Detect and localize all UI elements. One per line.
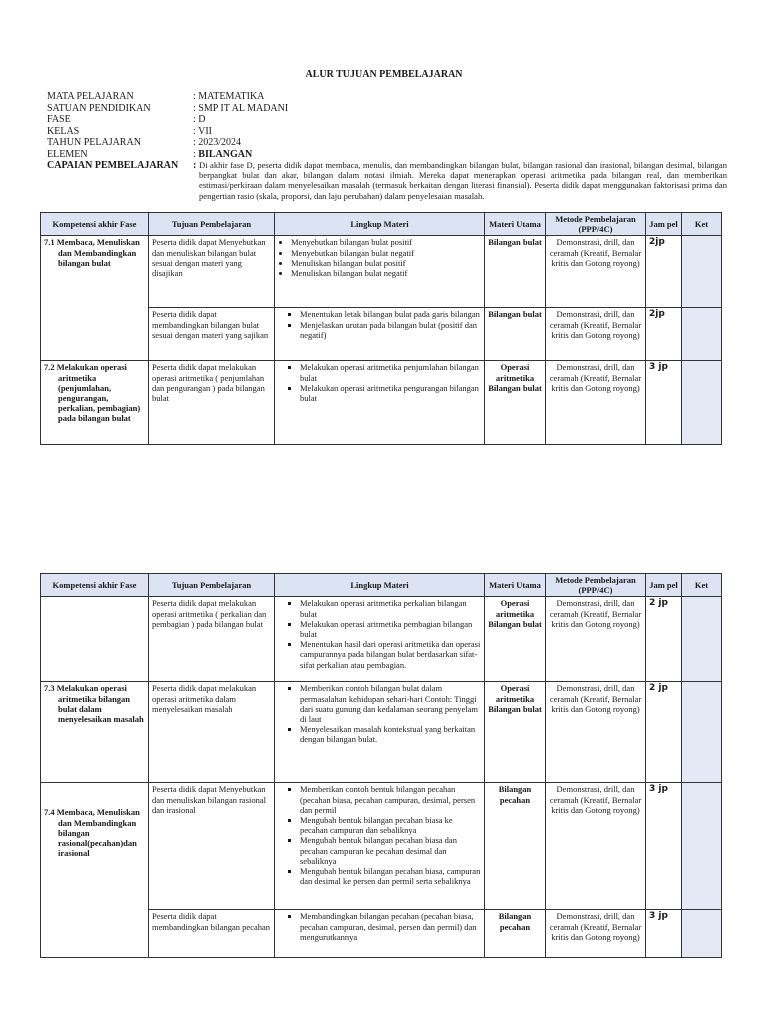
jam-cell: 3 jp — [646, 361, 682, 445]
lingkup-item: ▪ Menjelaskan urutan pada bilangan bulat (positif dan negatif) — [300, 320, 481, 340]
meta-value: : MATEMATIKA — [193, 91, 265, 102]
metode-cell: Demonstrasi, drill, dan ceramah (Kreatif, Bernalar kritis dan Gotong royong) — [546, 597, 646, 682]
header-jam: Jam pel — [646, 213, 682, 236]
materi-cell: Bilangan pecahan — [485, 783, 546, 910]
lingkup-cell — [275, 308, 485, 361]
meta-row-mata-pelajaran — [47, 91, 727, 103]
table-row — [41, 236, 722, 308]
header-metode: Metode Pembelajaran (PPP/4C) — [546, 213, 646, 236]
kompetensi-cell — [41, 361, 149, 445]
header-ket: Ket — [682, 213, 722, 236]
lingkup-item: ▪ Membandingkan bilangan pecahan (pecahan biasa, pecahan campuran, desimal, persen dan permil) dan mengurutkannya — [300, 911, 481, 942]
kompetensi-cell — [41, 783, 149, 958]
lingkup-item: • Menuliskan bilangan bulat positif — [291, 258, 481, 268]
jam-cell: 2 jp — [646, 682, 682, 783]
table-row — [41, 783, 722, 910]
jam-cell: 3 jp — [646, 783, 682, 910]
lingkup-item: ▪ Menentukan letak bilangan bulat pada garis bilangan — [300, 309, 481, 319]
header-kompetensi: Kompetensi akhir Fase — [41, 574, 149, 597]
jam-cell: 2jp — [646, 236, 682, 308]
lingkup-list — [278, 683, 481, 744]
metode-cell: Demonstrasi, drill, dan ceramah (Kreatif, Bernalar kritis dan Gotong royong) — [546, 236, 646, 308]
table-row — [41, 682, 722, 783]
meta-row-fase — [47, 114, 727, 126]
lingkup-list — [278, 784, 481, 886]
header-lingkup: Lingkup Materi — [275, 213, 485, 236]
lingkup-item: ▪ Memberikan contoh bilangan bulat dalam permasalahan kehidupan sehari-hari Contoh: Tinggi dari suatu gunung dan kedalaman seorang penyelam di laut — [300, 683, 481, 724]
meta-value: : SMP IT AL MADANI — [193, 102, 289, 114]
materi-cell: Bilangan bulat — [485, 236, 546, 308]
atp-table-2 — [40, 573, 722, 958]
kompetensi-text: 7.4 Membaca, Menuliskan dan Membandingkan bilangan rasional(pecahan)dan irasional — [44, 807, 140, 859]
lingkup-list — [278, 598, 481, 669]
lingkup-list — [278, 237, 481, 278]
meta-label: KELAS — [47, 125, 80, 137]
kompetensi-cell — [41, 682, 149, 783]
header-kompetensi: Kompetensi akhir Fase — [41, 213, 149, 236]
kompetensi-text: 7.3 Melakukan operasi aritmetika bilangan bulat dalam menyelesaikan masalah — [44, 683, 144, 725]
table-header-row — [41, 574, 722, 597]
document-title: ALUR TUJUAN PEMBELAJARAN — [305, 69, 463, 80]
lingkup-item: ▪ Melakukan operasi aritmetika pembagian bilangan bulat — [300, 619, 481, 639]
materi-cell: Operasi aritmetika Bilangan bulat — [485, 597, 546, 682]
kompetensi-text: 7.1 Membaca, Menuliskan dan Membandingkan bilangan bulat — [44, 237, 140, 268]
lingkup-cell — [275, 783, 485, 910]
materi-cell: Operasi aritmetika Bilangan bulat — [485, 361, 546, 445]
tujuan-cell: Peserta didik dapat Menyebutkan dan menuliskan bilangan rasional dan irasional — [149, 783, 275, 910]
metode-cell: Demonstrasi, drill, dan ceramah (Kreatif, Bernalar kritis dan Gotong royong) — [546, 910, 646, 958]
ket-cell — [682, 682, 722, 783]
kompetensi-text: 7.2 Melakukan operasi aritmetika (penjumlahan, pengurangan, perkalian, pembagian) pada bilangan bulat — [44, 362, 141, 424]
lingkup-item: ▪ Mengubah bentuk bilangan pecahan biasa dan pecahan campuran ke pecahan desimal dan sebaliknya — [300, 835, 481, 866]
jam-cell: 3 jp — [646, 910, 682, 958]
elemen-colon: : — [193, 148, 199, 160]
meta-row-satuan-pendidikan — [47, 103, 727, 115]
elemen-value: BILANGAN — [198, 148, 253, 160]
lingkup-item: ▪ Melakukan operasi aritmetika penjumlahan bilangan bulat — [300, 362, 481, 382]
meta-value — [193, 149, 727, 161]
header-tujuan: Tujuan Pembelajaran — [149, 213, 275, 236]
lingkup-list — [278, 362, 481, 403]
tujuan-cell: Peserta didik dapat melakukan operasi aritmetika ( penjumlahan dan pengurangan ) pada bilangan bulat — [149, 361, 275, 445]
lingkup-item: • Menuliskan bilangan bulat negatif — [291, 268, 481, 278]
kompetensi-cell — [41, 236, 149, 361]
jam-cell: 2 jp — [646, 597, 682, 682]
lingkup-list — [278, 309, 481, 340]
materi-cell: Operasi aritmetika Bilangan bulat — [485, 682, 546, 783]
meta-row-capaian — [47, 160, 727, 201]
lingkup-item: ▪ Mengubah bentuk bilangan pecahan biasa, campuran dan desimal ke persen dan permil serta sebaliknya — [300, 866, 481, 886]
lingkup-cell — [275, 910, 485, 958]
header-metode: Metode Pembelajaran (PPP/4C) — [546, 574, 646, 597]
lingkup-item: ▪ Melakukan operasi aritmetika pengurangan bilangan bulat — [300, 383, 481, 403]
lingkup-cell — [275, 597, 485, 682]
meta-row-tahun-pelajaran — [47, 137, 727, 149]
meta-label: FASE — [47, 114, 71, 125]
lingkup-item: ▪ Menentukan hasil dari operasi aritmetika dan operasi campurannya pada bilangan bulat berdasarkan sifat-sifat perkalian atau pembagian. — [300, 639, 481, 670]
lingkup-item: ▪ Melakukan operasi aritmetika perkalian bilangan bulat — [300, 598, 481, 618]
lingkup-list — [278, 911, 481, 942]
meta-label: TAHUN PELAJARAN — [47, 137, 141, 148]
header-jam: Jam pel — [646, 574, 682, 597]
meta-label: CAPAIAN PEMBELAJARAN — [47, 160, 179, 171]
table-header-row — [41, 213, 722, 236]
ket-cell — [682, 361, 722, 445]
metode-cell: Demonstrasi, drill, dan ceramah (Kreatif, Bernalar kritis dan Gotong royong) — [546, 361, 646, 445]
header-tujuan: Tujuan Pembelajaran — [149, 574, 275, 597]
header-materi: Materi Utama — [485, 574, 546, 597]
materi-cell: Bilangan pecahan — [485, 910, 546, 958]
meta-label: ELEMEN — [47, 148, 88, 160]
ket-cell — [682, 308, 722, 361]
lingkup-item: • Menyebutkan bilangan bulat negatif — [291, 248, 481, 258]
meta-value: : D — [193, 114, 206, 125]
ket-cell — [682, 910, 722, 958]
tujuan-cell: Peserta didik dapat melakukan operasi aritmetika dalam menyelesaikan masalah — [149, 682, 275, 783]
header-materi: Materi Utama — [485, 213, 546, 236]
capaian-colon: : — [193, 160, 197, 171]
lingkup-cell — [275, 236, 485, 308]
meta-label: SATUAN PENDIDIKAN — [47, 102, 151, 114]
lingkup-item: ▪ Memberikan contoh bentuk bilangan pecahan (pecahan biasa, pecahan campuran, desimal, persen dan permil — [300, 784, 481, 815]
meta-row-elemen — [47, 149, 727, 161]
identity-block — [47, 91, 727, 201]
meta-label: MATA PELAJARAN — [47, 91, 134, 102]
ket-cell — [682, 783, 722, 910]
kompetensi-cell — [41, 597, 149, 682]
tujuan-cell: Peserta didik dapat melakukan operasi aritmetika ( perkalian dan pembagian ) pada bilangan bulat — [149, 597, 275, 682]
jam-cell: 2jp — [646, 308, 682, 361]
tujuan-cell: Peserta didik dapat Menyebutkan dan menuliskan bilangan bulat sesuai dengan materi yang disajikan — [149, 236, 275, 308]
meta-value: : 2023/2024 — [193, 137, 242, 148]
lingkup-item: ▪ Menyelesaikan masalah kontekstual yang berkaitan dengan bilangan bulat. — [300, 724, 481, 744]
lingkup-item: • Menyebutkan bilangan bulat positif — [291, 237, 481, 247]
capaian-text: Di akhir fase D, peserta didik dapat membaca, menulis, dan membandingkan bilangan bulat, bilangan rasional dan irasional, bilangan desimal, bilangan berpangkat bulat dan akar, bilangan dalam notasi ilmiah. Mereka dapat menerapkan operasi aritmetika pada bilangan real, dan memberikan estimasi/perkiraan dalam menyelesaikan masalah (termasuk berkaitan dengan literasi finansial). Peserta didik dapat menggunakan faktorisasi prima dan pengertian rasio (skala, proporsi, dan laju perubahan) dalam penyelesaian masalah. — [199, 160, 727, 201]
metode-cell: Demonstrasi, drill, dan ceramah (Kreatif, Bernalar kritis dan Gotong royong) — [546, 682, 646, 783]
materi-cell: Bilangan bulat — [485, 308, 546, 361]
tujuan-cell: Peserta didik dapat membandingkan bilangan pecahan — [149, 910, 275, 958]
metode-cell: Demonstrasi, drill, dan ceramah (Kreatif, Bernalar kritis dan Gotong royong) — [546, 308, 646, 361]
table-row — [41, 597, 722, 682]
ket-cell — [682, 597, 722, 682]
ket-cell — [682, 236, 722, 308]
atp-table-1 — [40, 212, 722, 445]
header-lingkup: Lingkup Materi — [275, 574, 485, 597]
header-ket: Ket — [682, 574, 722, 597]
meta-value: : VII — [193, 125, 212, 137]
lingkup-item: ▪ Mengubah bentuk bilangan pecahan biasa ke pecahan campuran dan sebaliknya — [300, 815, 481, 835]
lingkup-cell — [275, 361, 485, 445]
metode-cell: Demonstrasi, drill, dan ceramah (Kreatif, Bernalar kritis dan Gotong royong) — [546, 783, 646, 910]
table-row — [41, 361, 722, 445]
lingkup-cell — [275, 682, 485, 783]
tujuan-cell: Peserta didik dapat membandingkan bilangan bulat sesuai dengan materi yang sajikan — [149, 308, 275, 361]
meta-row-kelas — [47, 126, 727, 138]
